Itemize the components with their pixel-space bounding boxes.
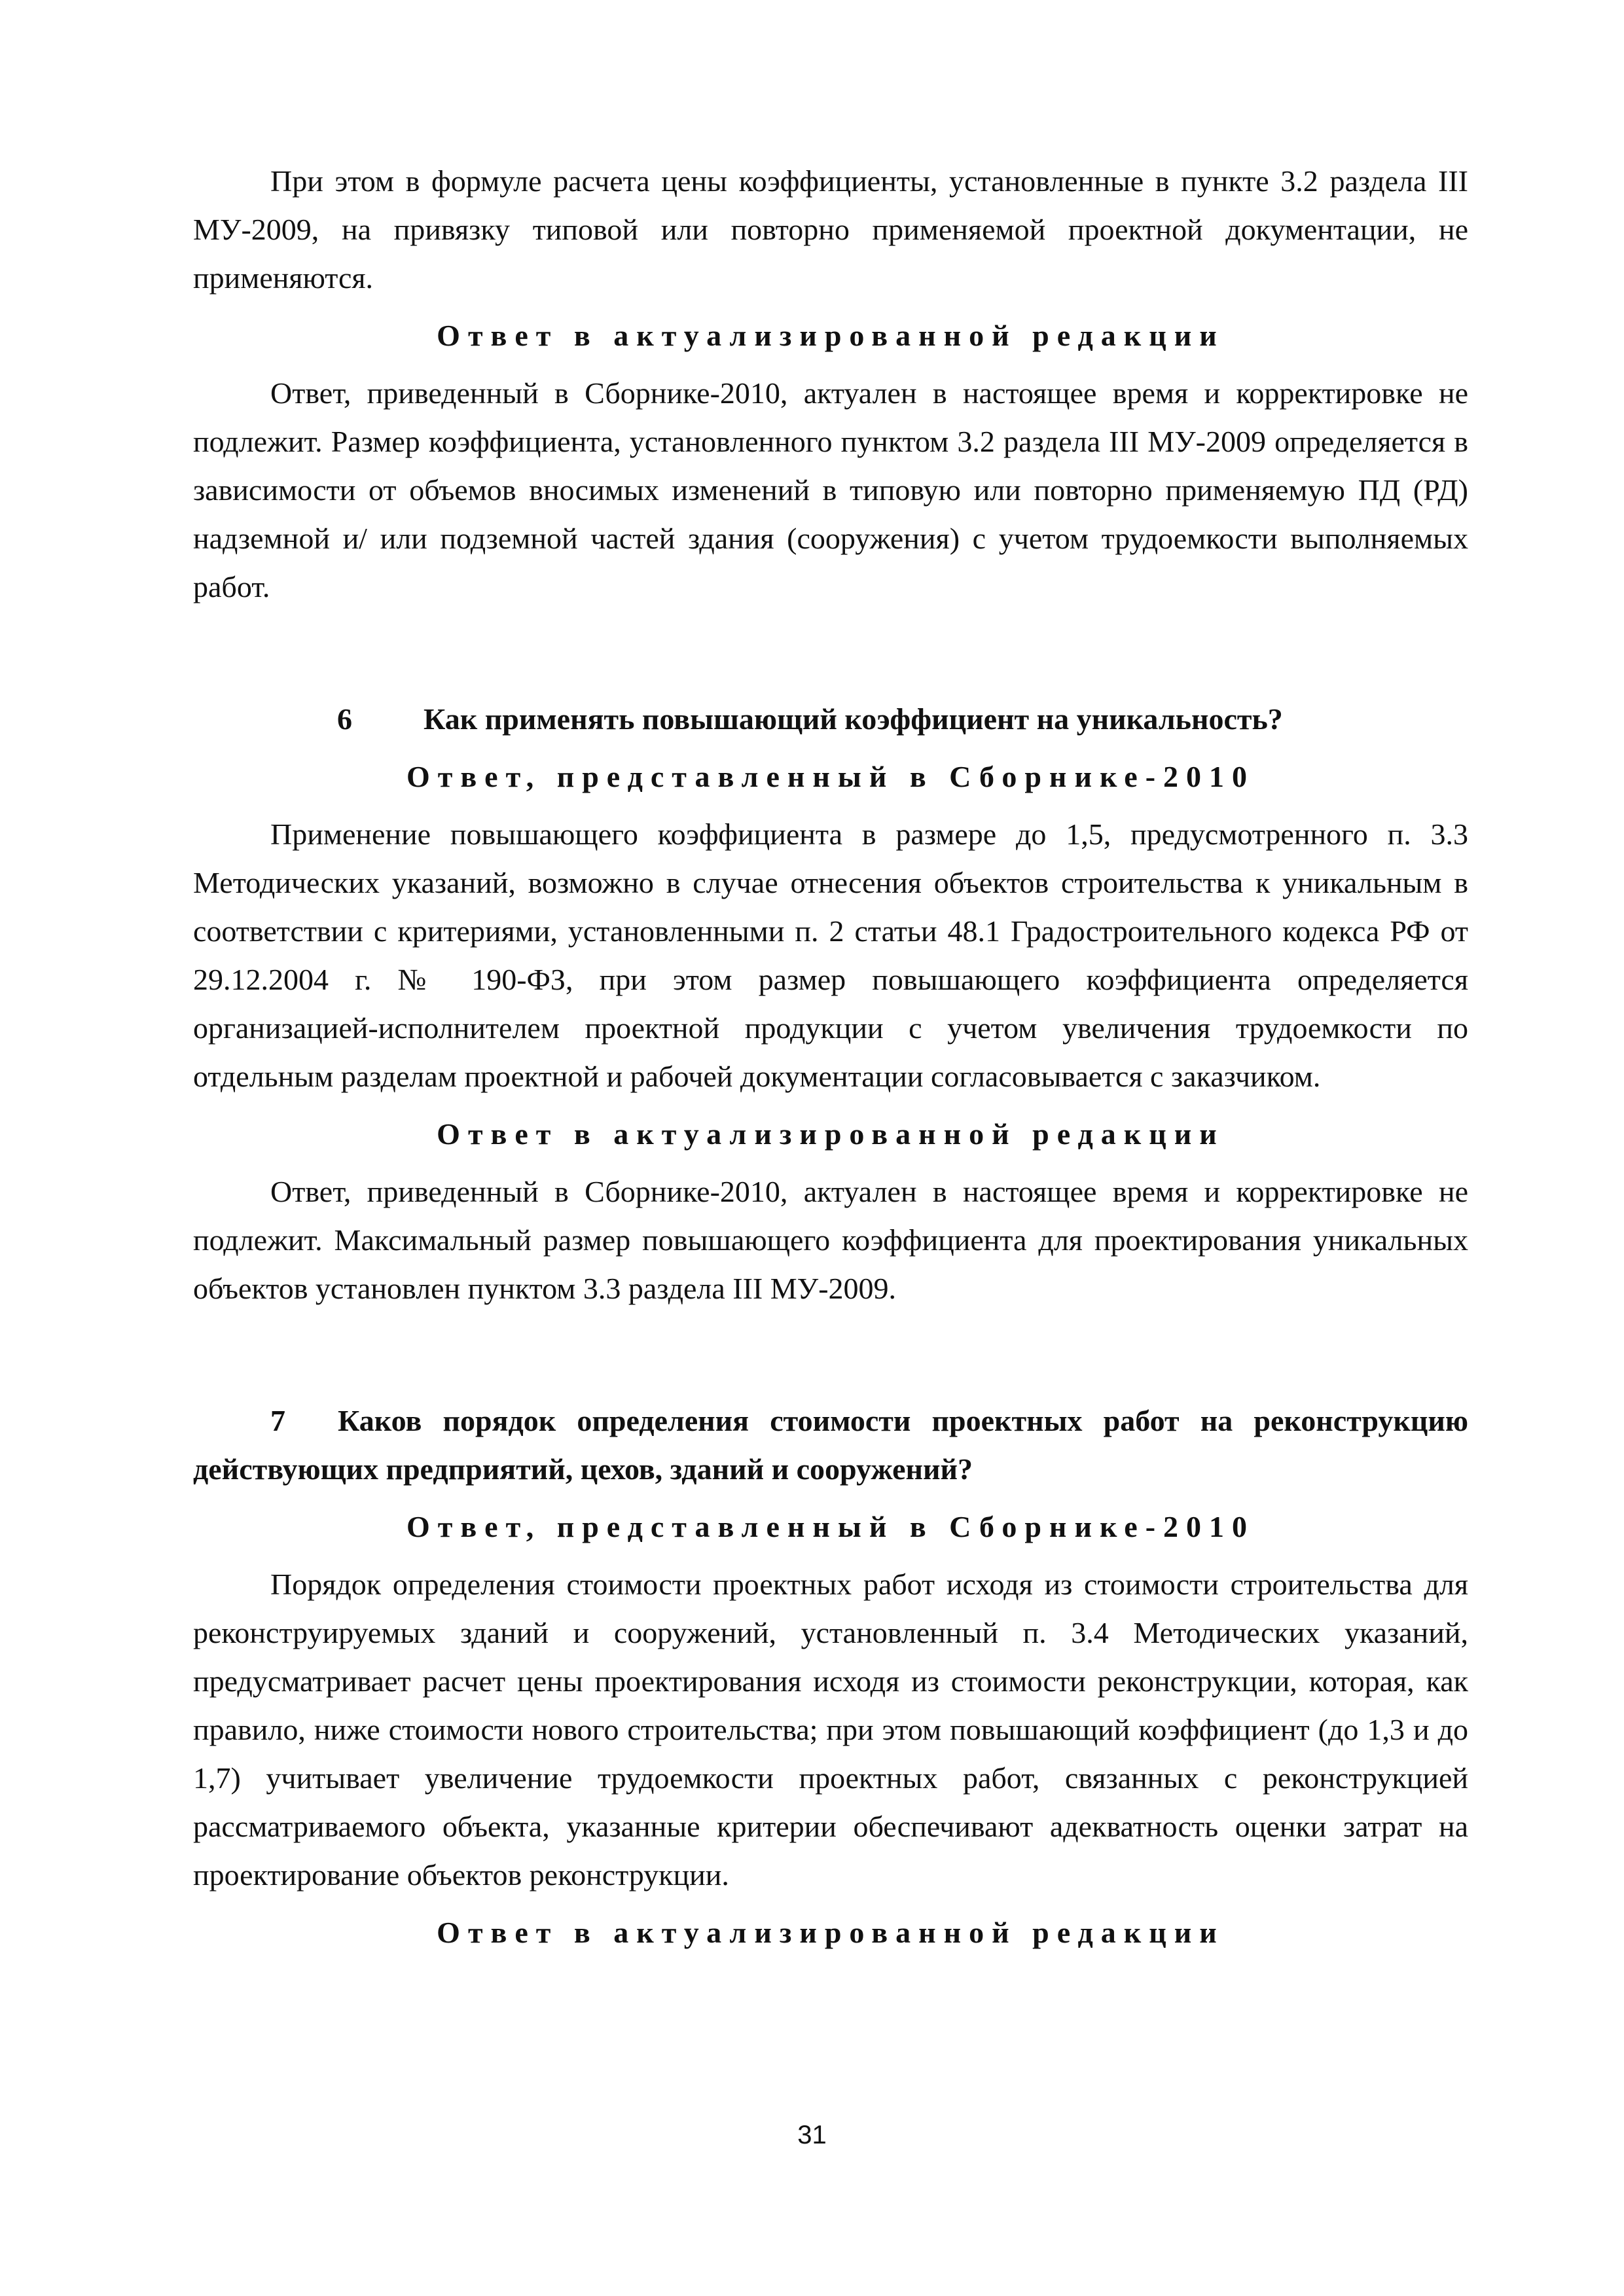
- intro-paragraph: При этом в формуле расчета цены коэффициенты, установленные в пункте 3.2 раздела III МУ-2009, на привязку типовой или повторно применяемой проектной документации, не применяются.: [193, 164, 1468, 295]
- question-7: [193, 1397, 1468, 1494]
- question-7-number: 7: [270, 1404, 285, 1437]
- question-6-answer-2010: Применение повышающего коэффициента в размере до 1,5, предусмотренного п. 3.3 Методических указаний, возможно в случае отнесения объектов строительства к уникальным в соответствии с критериями, установленными п. 2 статьи 48.1 Градостроительного кодекса РФ от 29.12.2004 г. № 190-ФЗ, при этом размер повышающего коэффициента определяется организацией-исполнителем проектной продукции с учетом увеличения трудоемкости по отдельным разделам проектной и рабочей документации согласовывается с заказчиком.: [193, 817, 1468, 1093]
- question-6-heading-2010: Ответ, представленный в Сборнике-2010: [406, 760, 1255, 793]
- answer-paragraph-1: Ответ, приведенный в Сборнике-2010, актуален в настоящее время и корректировке не подлежит. Размер коэффициента, установленного пунктом 3.2 раздела III МУ-2009 определяется в зависимости от объемов вносимых изменений в типовую или повторно применяемую ПД (РД) надземной и/ или подземной частей здания (сооружения) с учетом трудоемкости выполняемых работ.: [193, 376, 1468, 603]
- question-6-heading-actual: Ответ в актуализированной редакции: [437, 1117, 1225, 1151]
- question-6-title: Как применять повышающий коэффициент на уникальность?: [424, 702, 1283, 736]
- page-number: 31: [797, 2121, 827, 2149]
- question-7-heading-actual: Ответ в актуализированной редакции: [437, 1916, 1225, 1949]
- question-7-answer-2010: Порядок определения стоимости проектных работ исходя из стоимости строительства для реконструируемых зданий и сооружений, установленный п. 3.4 Методических указаний, предусматривает расчет цены проектирования исходя из стоимости реконструкции, которая, как правило, ниже стоимости нового строительства; при этом повышающий коэффициент (до 1,3 и до 1,7) учитывает увеличение трудоемкости проектных работ, связанных с реконструкцией рассматриваемого объекта, указанные критерии обеспечивают адекватность оценки затрат на проектирование объектов реконструкции.: [193, 1568, 1468, 1892]
- section-heading-actual-1: Ответ в актуализированной редакции: [437, 319, 1225, 352]
- question-6-number: 6: [337, 702, 352, 736]
- question-7-title: Каков порядок определения стоимости проектных работ на реконструкцию действующих предприятий, цехов, зданий и сооружений?: [193, 1404, 1468, 1486]
- question-6-answer-actual: Ответ, приведенный в Сборнике-2010, актуален в настоящее время и корректировке не подлежит. Максимальный размер повышающего коэффициента для проектирования уникальных объектов установлен пунктом 3.3 раздела III МУ-2009.: [193, 1175, 1468, 1305]
- question-7-heading-2010: Ответ, представленный в Сборнике-2010: [406, 1510, 1255, 1543]
- document-page: [193, 157, 1468, 1957]
- question-6: [193, 695, 1468, 744]
